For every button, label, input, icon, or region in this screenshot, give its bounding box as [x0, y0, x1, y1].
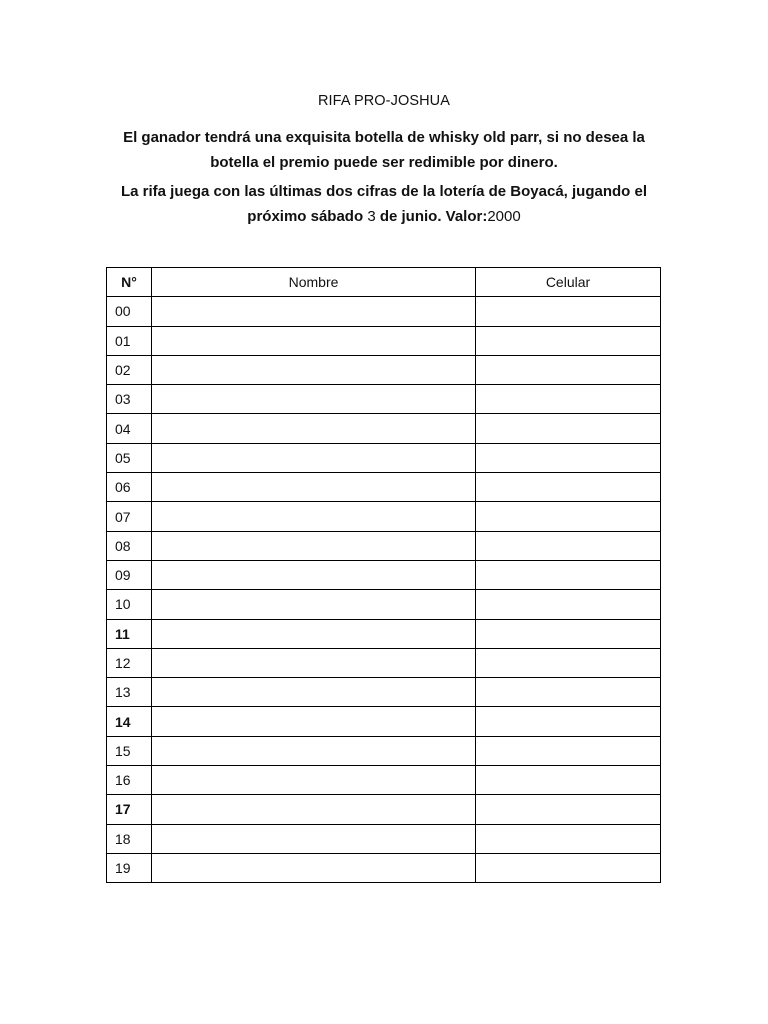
phone-cell[interactable]: [476, 531, 661, 560]
table-row: [107, 853, 661, 882]
raffle-table: [106, 267, 661, 883]
ticket-number: 00: [107, 297, 152, 326]
phone-cell[interactable]: [476, 414, 661, 443]
rules-paragraph: [110, 179, 658, 229]
table-row: [107, 824, 661, 853]
phone-cell[interactable]: [476, 590, 661, 619]
phone-cell[interactable]: [476, 502, 661, 531]
table-row: [107, 414, 661, 443]
header-number: N°: [107, 268, 152, 297]
table-row: [107, 560, 661, 589]
table-row: [107, 648, 661, 677]
phone-cell[interactable]: [476, 736, 661, 765]
name-cell[interactable]: [152, 385, 476, 414]
name-cell[interactable]: [152, 824, 476, 853]
header-phone: Celular: [476, 268, 661, 297]
rules-text-mid: de junio. Valor:: [375, 208, 488, 225]
phone-cell[interactable]: [476, 648, 661, 677]
name-cell[interactable]: [152, 414, 476, 443]
ticket-number: 05: [107, 443, 152, 472]
header-name: Nombre: [152, 268, 476, 297]
phone-cell[interactable]: [476, 795, 661, 824]
name-cell[interactable]: [152, 795, 476, 824]
ticket-value: 2000: [487, 208, 521, 225]
phone-cell[interactable]: [476, 326, 661, 355]
table-row: [107, 678, 661, 707]
phone-cell[interactable]: [476, 853, 661, 882]
name-cell[interactable]: [152, 297, 476, 326]
name-cell[interactable]: [152, 648, 476, 677]
ticket-number: 11: [107, 619, 152, 648]
name-cell[interactable]: [152, 326, 476, 355]
ticket-number: 12: [107, 648, 152, 677]
name-cell[interactable]: [152, 766, 476, 795]
ticket-number: 16: [107, 766, 152, 795]
table-row: [107, 619, 661, 648]
table-row: [107, 355, 661, 384]
ticket-number: 10: [107, 590, 152, 619]
phone-cell[interactable]: [476, 297, 661, 326]
draw-day: 3: [367, 208, 376, 225]
table-row: [107, 795, 661, 824]
table-body: [107, 297, 661, 883]
phone-cell[interactable]: [476, 678, 661, 707]
phone-cell[interactable]: [476, 707, 661, 736]
table-row: [107, 326, 661, 355]
name-cell[interactable]: [152, 678, 476, 707]
phone-cell[interactable]: [476, 473, 661, 502]
ticket-number: 07: [107, 502, 152, 531]
name-cell[interactable]: [152, 502, 476, 531]
table-row: [107, 590, 661, 619]
table-header-row: [107, 268, 661, 297]
name-cell[interactable]: [152, 619, 476, 648]
phone-cell[interactable]: [476, 560, 661, 589]
ticket-number: 09: [107, 560, 152, 589]
table-row: [107, 736, 661, 765]
name-cell[interactable]: [152, 590, 476, 619]
ticket-number: 08: [107, 531, 152, 560]
ticket-number: 13: [107, 678, 152, 707]
phone-cell[interactable]: [476, 355, 661, 384]
phone-cell[interactable]: [476, 824, 661, 853]
ticket-number: 17: [107, 795, 152, 824]
name-cell[interactable]: [152, 707, 476, 736]
phone-cell[interactable]: [476, 385, 661, 414]
ticket-number: 15: [107, 736, 152, 765]
table-row: [107, 707, 661, 736]
name-cell[interactable]: [152, 443, 476, 472]
phone-cell[interactable]: [476, 766, 661, 795]
table-row: [107, 297, 661, 326]
table-row: [107, 473, 661, 502]
name-cell[interactable]: [152, 473, 476, 502]
name-cell[interactable]: [152, 853, 476, 882]
ticket-number: 19: [107, 853, 152, 882]
ticket-number: 02: [107, 355, 152, 384]
ticket-number: 03: [107, 385, 152, 414]
name-cell[interactable]: [152, 560, 476, 589]
table-row: [107, 766, 661, 795]
ticket-number: 01: [107, 326, 152, 355]
table-row: [107, 443, 661, 472]
phone-cell[interactable]: [476, 443, 661, 472]
prize-paragraph: El ganador tendrá una exquisita botella de whisky old parr, si no desea la botella el premio puede ser redimible por dinero.: [123, 129, 645, 171]
rules-text: La rifa juega con las últimas dos cifras de la lotería de Boyacá, jugando el próximo sábado: [121, 183, 647, 225]
name-cell[interactable]: [152, 531, 476, 560]
table-row: [107, 531, 661, 560]
ticket-number: 04: [107, 414, 152, 443]
name-cell[interactable]: [152, 355, 476, 384]
ticket-number: 06: [107, 473, 152, 502]
table-row: [107, 385, 661, 414]
ticket-number: 18: [107, 824, 152, 853]
table-row: [107, 502, 661, 531]
document-title: RIFA PRO-JOSHUA: [317, 93, 451, 109]
phone-cell[interactable]: [476, 619, 661, 648]
ticket-number: 14: [107, 707, 152, 736]
name-cell[interactable]: [152, 736, 476, 765]
